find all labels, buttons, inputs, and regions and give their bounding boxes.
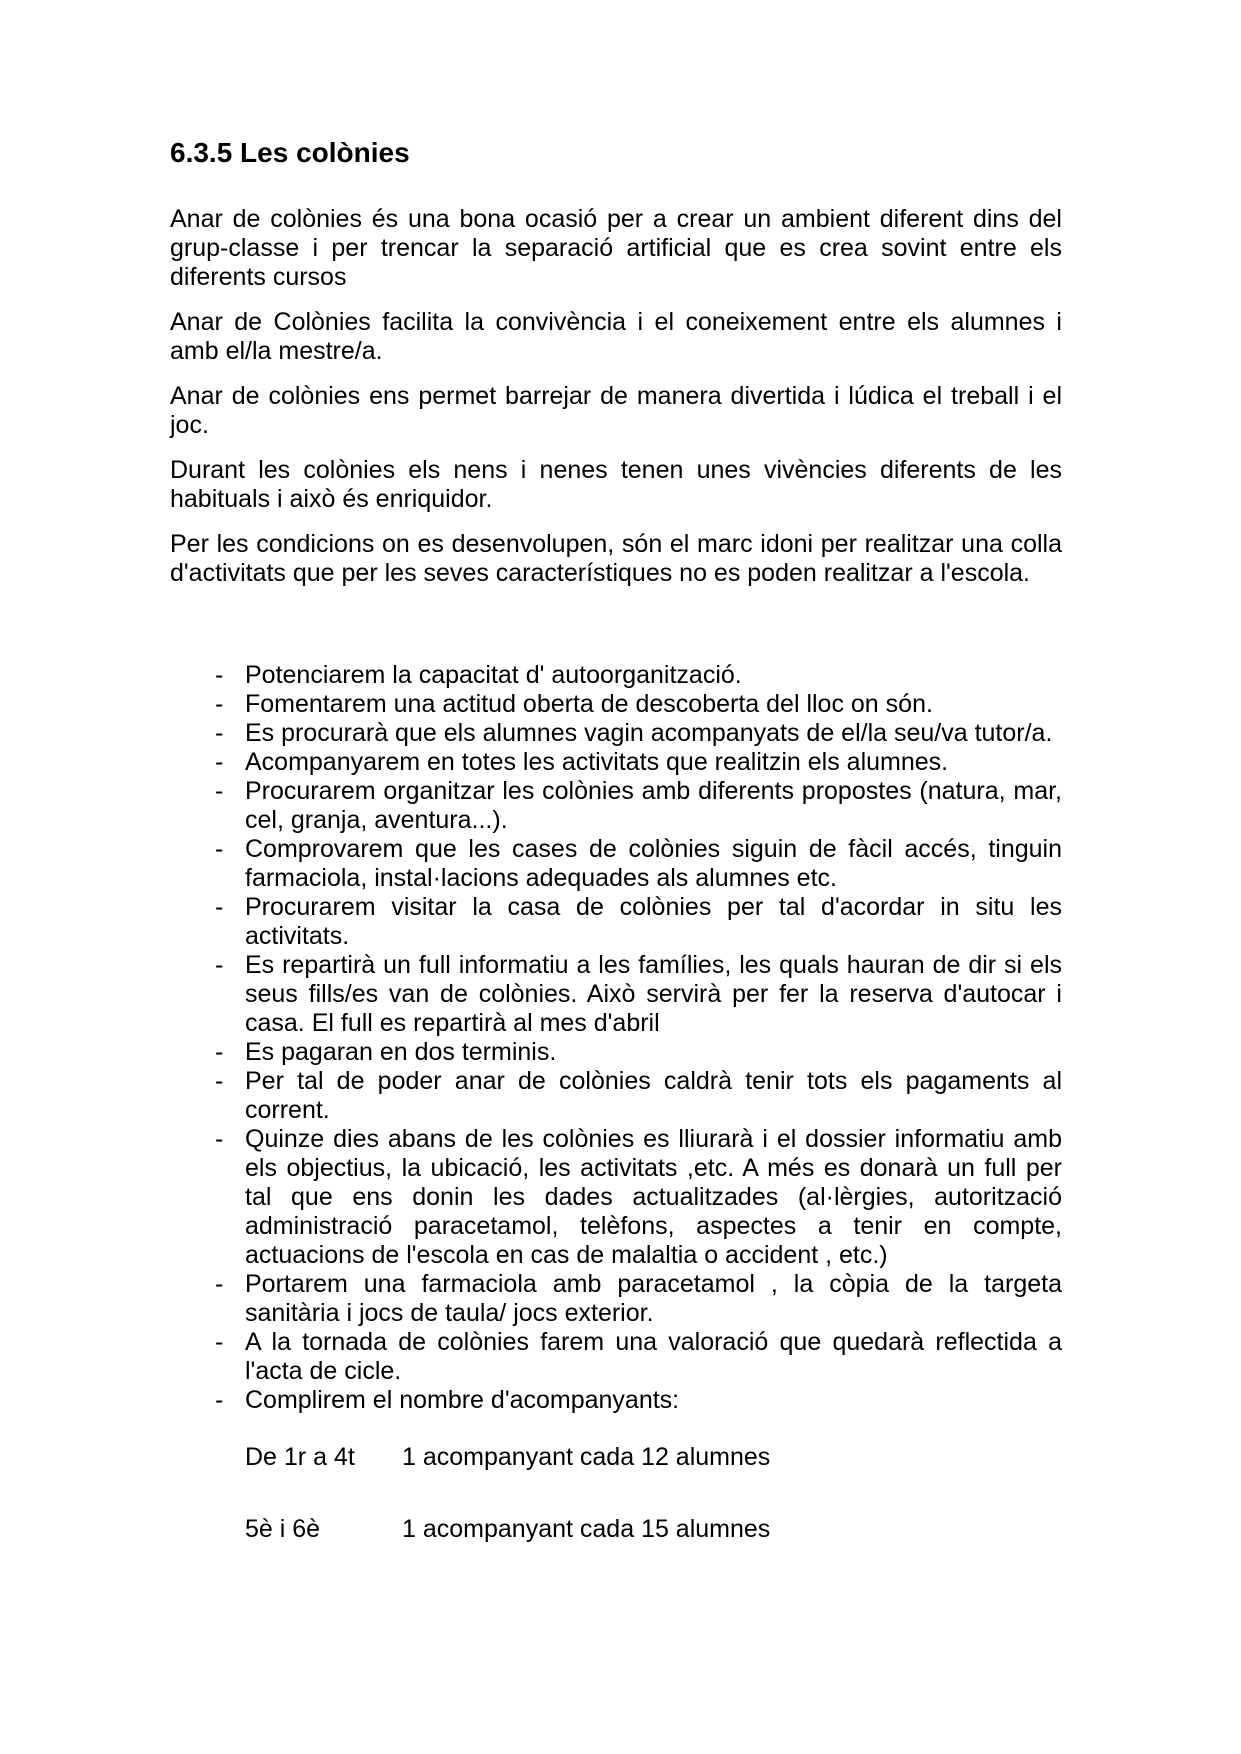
- bullet-list: [170, 661, 1062, 1415]
- list-item-text: Procurarem visitar la casa de colònies per tal d'acordar in situ les activitats.: [245, 893, 1062, 950]
- ratio-value: 1 acompanyant cada 12 alumnes: [402, 1443, 771, 1471]
- paragraph: Anar de Colònies facilita la convivència i el coneixement entre els alumnes i amb el/la mestre/a.: [170, 308, 1062, 365]
- list-item: [215, 690, 1062, 719]
- paragraph: Anar de colònies ens permet barrejar de manera divertida i lúdica el treball i el joc.: [170, 382, 1062, 439]
- page-content: [170, 137, 1062, 1587]
- bullet-marker: -: [215, 893, 224, 921]
- list-item: [215, 1270, 1062, 1328]
- list-item-text: Es procurarà que els alumnes vagin acompanyats de el/la seu/va tutor/a.: [245, 719, 1053, 747]
- bullet-marker: -: [215, 1328, 224, 1356]
- bullet-marker: -: [215, 748, 224, 776]
- list-item-text: Procurarem organitzar les colònies amb diferents propostes (natura, mar, cel, granja, aventura...).: [245, 777, 1062, 834]
- list-item-text: A la tornada de colònies farem una valoració que quedarà reflectida a l'acta de cicle.: [245, 1328, 1062, 1385]
- bullet-marker: -: [215, 777, 224, 805]
- grade-range-label: De 1r a 4t: [245, 1443, 355, 1471]
- ratio-value: 1 acompanyant cada 15 alumnes: [402, 1515, 771, 1543]
- list-item: [215, 1386, 1062, 1415]
- list-item: [215, 951, 1062, 1038]
- list-item-text: Es repartirà un full informatiu a les famílies, les quals hauran de dir si els seus fills/es van de colònies. Això servirà per fer la reserva d'autocar i casa. El full es repartirà al mes d'abril: [245, 951, 1062, 1037]
- list-item: [215, 748, 1062, 777]
- bullet-marker: -: [215, 835, 224, 863]
- list-item-text: Per tal de poder anar de colònies caldrà tenir tots els pagaments al corrent.: [245, 1067, 1062, 1124]
- list-item: [215, 1038, 1062, 1067]
- bullet-marker: -: [215, 1038, 224, 1066]
- list-item-text: Es pagaran en dos terminis.: [245, 1038, 557, 1066]
- list-item: [215, 893, 1062, 951]
- bullet-marker: -: [215, 1386, 224, 1414]
- list-item: [215, 777, 1062, 835]
- list-item-text: Quinze dies abans de les colònies es lliurarà i el dossier informatiu amb els objectius, la ubicació, les activitats ,etc. A més es donarà un full per tal que ens donin les dades actualitzades (al·lèrgies, autorització administració paracetamol, telèfons, aspectes a tenir en compte, actuacions de l'escola en cas de malaltia o accident , etc.): [245, 1125, 1062, 1269]
- intro-paragraphs: [170, 205, 1062, 588]
- table-row: [245, 1443, 1062, 1472]
- list-item: [215, 835, 1062, 893]
- list-item-text: Acompanyarem en totes les activitats que realitzin els alumnes.: [245, 748, 949, 776]
- paragraph: Anar de colònies és una bona ocasió per a crear un ambient diferent dins del grup-classe i per trencar la separació artificial que es crea sovint entre els diferents cursos: [170, 205, 1062, 291]
- list-item-text: Complirem el nombre d'acompanyants:: [245, 1386, 680, 1414]
- grade-range-label: 5è i 6è: [245, 1515, 321, 1543]
- paragraph: Durant les colònies els nens i nenes tenen unes vivències diferents de les habituals i això és enriquidor.: [170, 456, 1062, 513]
- companion-ratio-table: [170, 1443, 1062, 1544]
- list-item: [215, 1125, 1062, 1270]
- bullet-marker: -: [215, 951, 224, 979]
- bullet-marker: -: [215, 661, 224, 689]
- paragraph: Per les condicions on es desenvolupen, són el marc idoni per realitzar una colla d'activitats que per les seves característiques no es poden realitzar a l'escola.: [170, 530, 1062, 587]
- bullet-marker: -: [215, 719, 224, 747]
- list-item: [215, 661, 1062, 690]
- list-item-text: Portarem una farmaciola amb paracetamol , la còpia de la targeta sanitària i jocs de taula/ jocs exterior.: [245, 1270, 1062, 1327]
- list-item-text: Fomentarem una actitud oberta de descoberta del lloc on són.: [245, 690, 933, 718]
- list-item: [215, 719, 1062, 748]
- bullet-marker: -: [215, 1270, 224, 1298]
- table-row: [245, 1515, 1062, 1544]
- bullet-marker: -: [215, 1125, 224, 1153]
- list-item: [215, 1328, 1062, 1386]
- list-item-text: Comprovarem que les cases de colònies siguin de fàcil accés, tinguin farmaciola, instal·lacions adequades als alumnes etc.: [245, 835, 1062, 892]
- bullet-marker: -: [215, 690, 224, 718]
- section-heading: 6.3.5 Les colònies: [170, 137, 410, 168]
- list-item-text: Potenciarem la capacitat d' autoorganització.: [245, 661, 742, 689]
- list-item: [215, 1067, 1062, 1125]
- bullet-marker: -: [215, 1067, 224, 1095]
